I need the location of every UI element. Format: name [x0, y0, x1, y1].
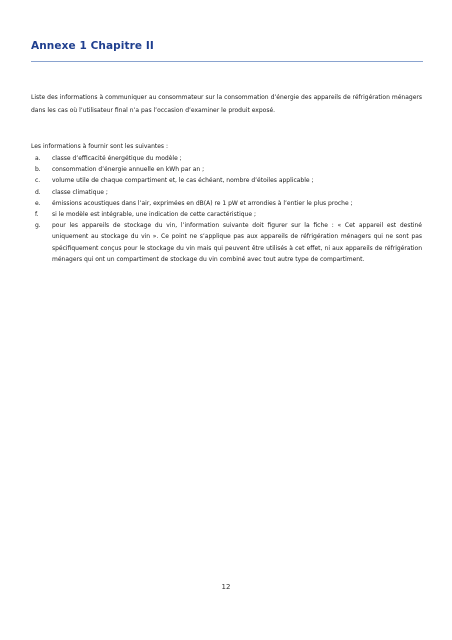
list-item-marker: e. [35, 199, 41, 207]
list-item-marker: b. [35, 166, 41, 174]
list-item-marker: g. [35, 222, 41, 230]
page-number: 12 [221, 583, 231, 591]
list-item-marker: d. [35, 188, 41, 196]
intro-paragraph: Liste des informations à communiquer au consommateur sur la consommation d’énergie des appareils de réfrigération ménagers dans les cas où l’utilisateur final n’a pas l’occasion d’examiner le produit exposé. [31, 94, 422, 114]
list-item [31, 198, 422, 209]
list-item-marker: c. [35, 177, 41, 185]
list-item [31, 220, 422, 265]
list-lead-text: Les informations à fournir sont les suivantes : [31, 143, 168, 150]
list-item-text: consommation d’énergie annuelle en kWh par an ; [52, 166, 205, 174]
list-item-marker: f. [35, 211, 39, 219]
list-item-text: si le modèle est intégrable, une indication de cette caractéristique ; [52, 211, 256, 219]
list-item [31, 153, 422, 164]
list-item-text: volume utile de chaque compartiment et, le cas échéant, nombre d’étoiles applicable ; [52, 177, 314, 185]
list-item-text: classe d’efficacité énergétique du modèle ; [52, 155, 182, 162]
list-item [31, 175, 422, 186]
heading-divider [31, 61, 423, 62]
list-item-text: pour les appareils de stockage du vin, l’information suivante doit figurer sur la fiche : « Cet appareil est destiné uniquement au stockage du vin ». Ce point ne s’applique pas aux appareils de réfrigération ménagers qui ne sont pas spécifiquement conçus pour le stockage du vin mais qui peuvent être utilisés à cet effet, ni aux appareils de réfrigération ménagers qui ont un compartiment de stockage du vin combiné avec tout autre type de compartiment. [52, 222, 422, 263]
information-list [31, 153, 422, 265]
list-item [31, 209, 422, 220]
list-item-text: émissions acoustiques dans l’air, exprimées en dB(A) re 1 pW et arrondies à l’entier le plus proche ; [52, 199, 353, 207]
section-heading: Annexe 1 Chapitre II [31, 40, 154, 52]
list-item [31, 187, 422, 198]
list-item-marker: a. [35, 155, 41, 162]
list-item-text: classe climatique ; [52, 188, 108, 196]
list-item [31, 164, 422, 175]
